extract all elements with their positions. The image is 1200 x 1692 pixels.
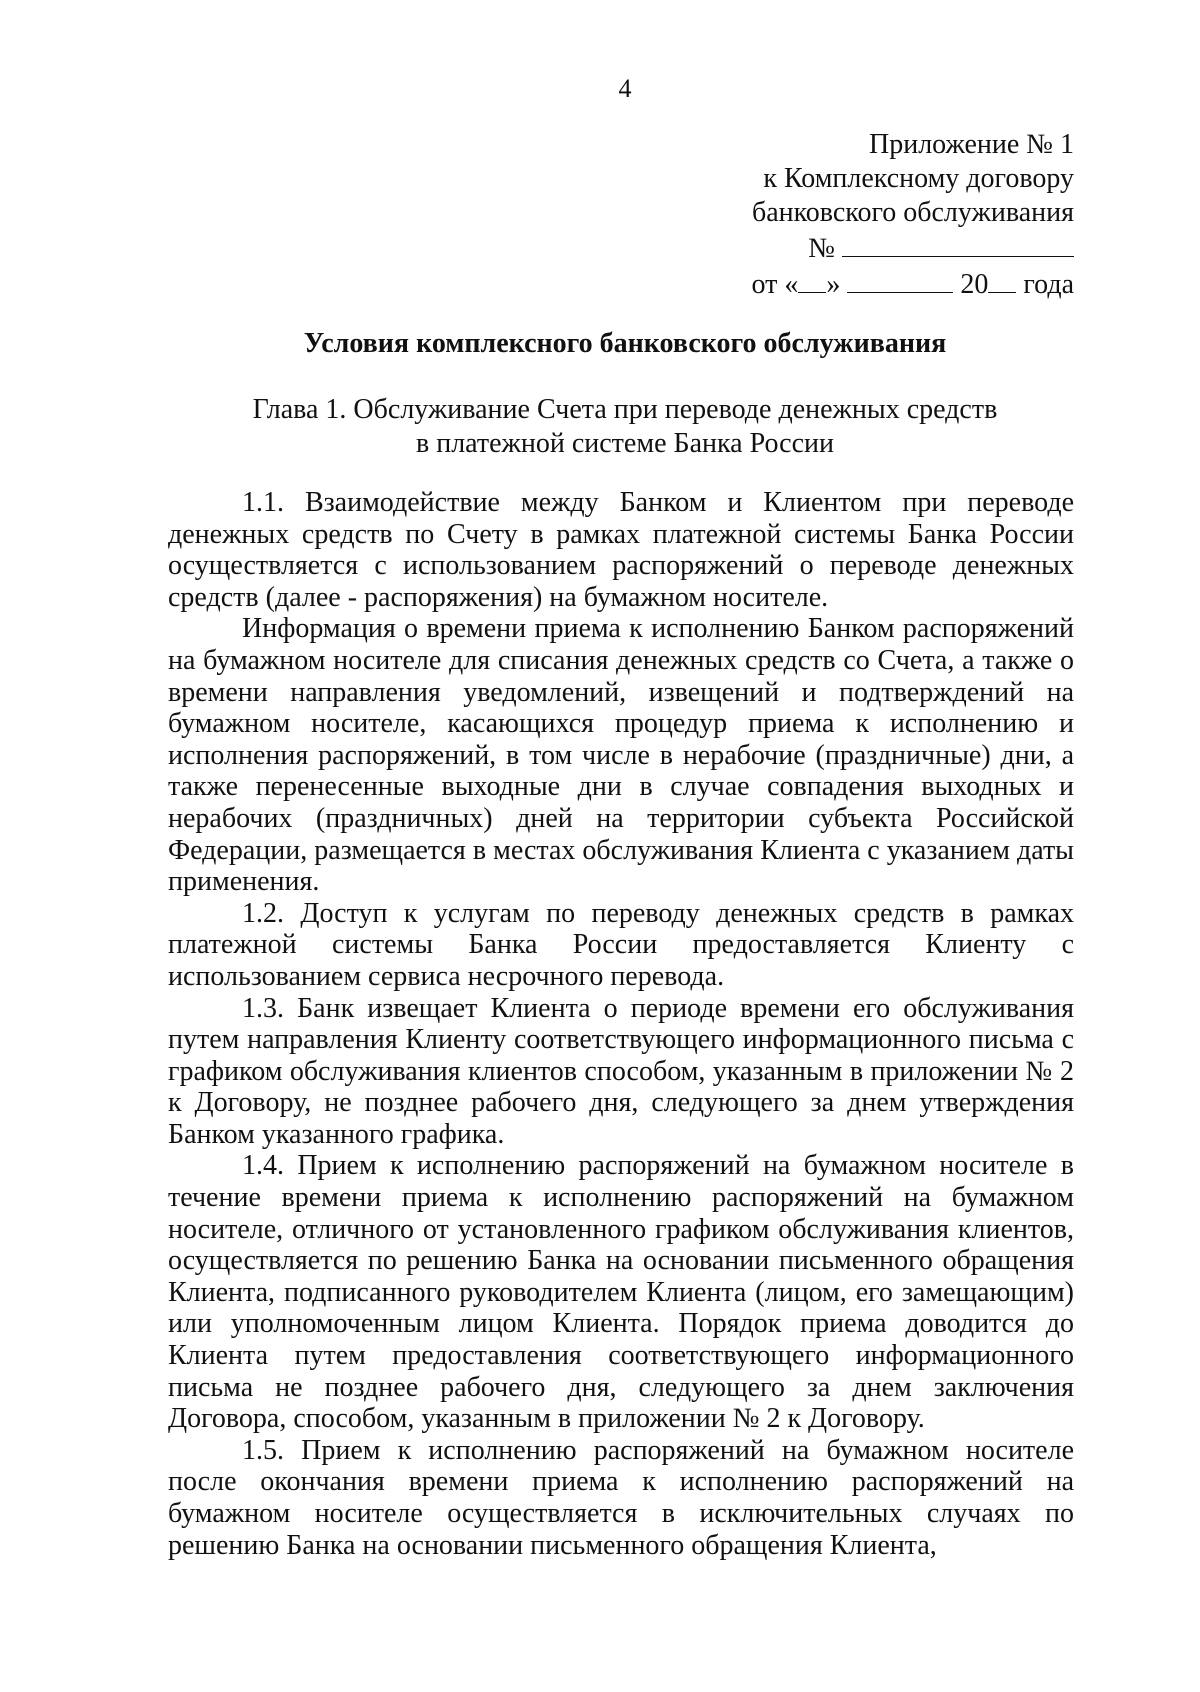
number-label: № xyxy=(808,233,835,264)
chapter-heading-line-2: в платежной системе Банка России xyxy=(415,428,834,459)
year-prefix: 20 xyxy=(960,269,989,300)
paragraph-1-3: 1.3. Банк извещает Клиента о периоде времени его обслуживания путем направления Клиенту соответствующего информационного письма с графиком обслуживания клиентов способом, указанным в приложении № 2 к Договору, не позднее рабочего дня, следующего за днем утверждения Банком указанного графика. xyxy=(168,992,1074,1150)
appendix-header xyxy=(654,128,1074,302)
paragraph-1-5: 1.5. Прием к исполнению распоряжений на бумажном носителе после окончания времени приема к исполнению распоряжений на бумажном носителе осуществляется в исключительных случаях по решению Банка на основании письменного обращения Клиента, xyxy=(168,1434,1074,1561)
appendix-title: Приложение № 1 xyxy=(869,129,1074,160)
year-suffix: года xyxy=(1023,269,1074,300)
date-mid: » xyxy=(826,269,841,300)
day-blank xyxy=(798,266,826,293)
chapter-heading xyxy=(0,393,1200,461)
appendix-number-line xyxy=(654,230,1074,266)
date-prefix: от « xyxy=(751,269,799,300)
year-blank xyxy=(988,266,1016,293)
paragraph-1-4: 1.4. Прием к исполнению распоряжений на бумажном носителе в течение времени приема к исполнению распоряжений на бумажном носителе, отличного от установленного графиком обслуживания клиентов, осуществляется по решению Банка на основании письменного обращения Клиента, подписанного руководителем Клиента (лицом, его замещающим) или уполномоченным лицом Клиента. Порядок приема доводится до Клиента путем предоставления соответствующего информационного письма не позднее рабочего дня, следующего за днем заключения Договора, способом, указанным в приложении № 2 к Договору. xyxy=(168,1150,1074,1435)
page-number: 4 xyxy=(618,74,632,103)
month-blank xyxy=(847,266,953,293)
appendix-service-line: банковского обслуживания xyxy=(751,197,1074,228)
document-title: Условия комплексного банковского обслуживания xyxy=(303,328,947,359)
chapter-heading-line-1: Глава 1. Обслуживание Счета при переводе денежных средств xyxy=(252,394,998,425)
contract-number-blank xyxy=(842,230,1074,257)
paragraph-1-2: 1.2. Доступ к услугам по переводу денежных средств в рамках платежной системы Банка России предоставляется Клиенту с использованием сервиса несрочного перевода. xyxy=(168,897,1074,992)
paragraph-1-1-info: Информация о времени приема к исполнению Банком распоряжений на бумажном носителе для списания денежных средств со Счета, а также о времени направления уведомлений, извещений и подтверждений на бумажном носителе, касающихся процедур приема к исполнению и исполнения распоряжений, в том числе в нерабочие (праздничные) дни, а также перенесенные выходные дни в случае совпадения выходных и нерабочих (праздничных) дней на территории субъекта Российской Федерации, размещается в местах обслуживания Клиента с указанием даты применения. xyxy=(168,613,1074,898)
paragraph-1-1: 1.1. Взаимодействие между Банком и Клиентом при переводе денежных средств по Счету в рамках платежной системы Банка России осуществляется с использованием распоряжений о переводе денежных средств (далее - распоряжения) на бумажном носителе. xyxy=(168,487,1074,613)
appendix-date-line xyxy=(654,266,1074,302)
appendix-contract-line: к Комплексному договору xyxy=(763,163,1074,194)
body-text xyxy=(168,487,1074,1561)
